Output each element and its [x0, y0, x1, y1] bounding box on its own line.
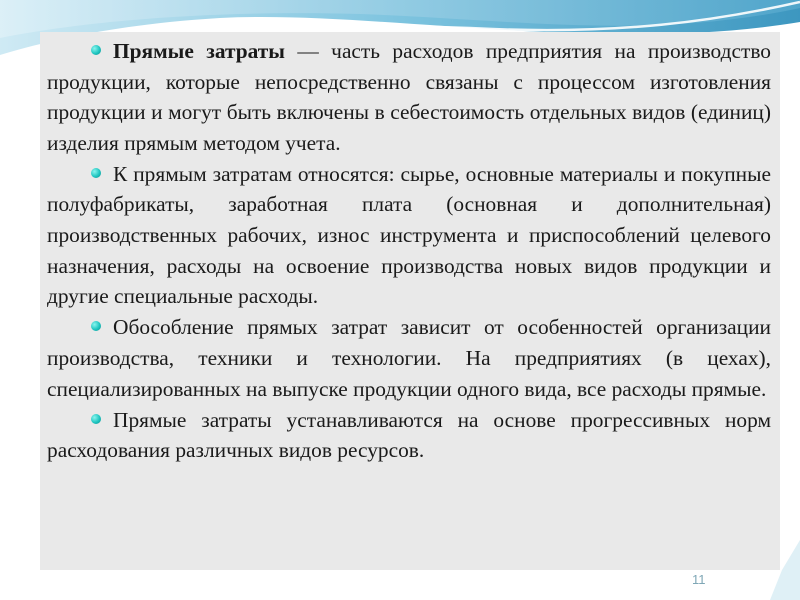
paragraph-1-text: — часть расходов предприятия на производство продукции, которые непосредственно связаны с процессом изготовления продукции и могут быть включены в себестоимость отдельных видов (единиц) изделия прямым методом учета. [47, 39, 771, 155]
paragraph-2 [47, 159, 771, 312]
paragraph-2-text: К прямым затратам относятся: сырье, основные материалы и покупные полуфабрикаты, заработная плата (основная и дополнительная) производственных рабочих, износ инструмента и приспособлений целевого назначения, расходы на освоение производства новых видов продукции и другие специальные расходы. [47, 161, 771, 309]
paragraph-1-lead: Прямые затраты [113, 39, 286, 63]
paragraph-3 [47, 312, 771, 404]
bullet-icon [91, 45, 101, 55]
page-number: 11 [692, 572, 706, 587]
slide-body [47, 36, 771, 466]
paragraph-4 [47, 405, 771, 466]
bullet-icon [91, 321, 101, 331]
bullet-icon [91, 414, 101, 424]
paragraph-1 [47, 36, 771, 158]
paragraph-3-text: Обособление прямых затрат зависит от особенностей организации производства, техники и технологии. На предприятиях (в цехах), специализированных на выпуске продукции одного вида, все расходы прямые. [47, 315, 771, 401]
paragraph-4-text: Прямые затраты устанавливаются на основе прогрессивных норм расходования различных видов ресурсов. [47, 407, 771, 463]
bullet-icon [91, 168, 101, 178]
